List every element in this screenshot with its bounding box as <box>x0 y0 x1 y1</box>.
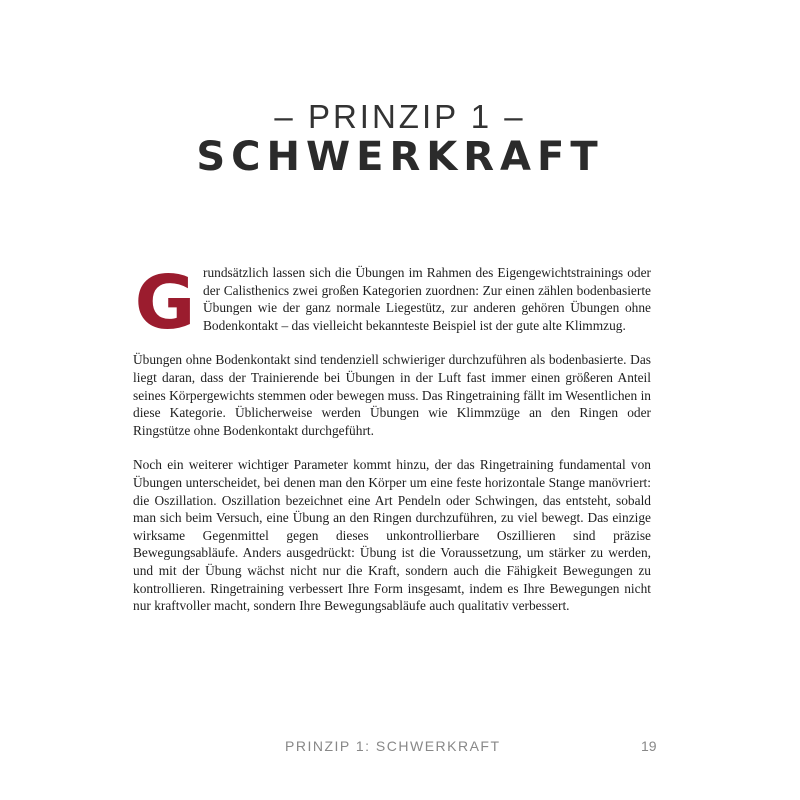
chapter-title: SCHWERKRAFT <box>196 134 604 180</box>
paragraph-1 <box>133 236 651 334</box>
body-text <box>133 236 651 632</box>
running-footer-title: PRINZIP 1: SCHWERKRAFT <box>285 738 501 754</box>
paragraph-2: Übungen ohne Bodenkontakt sind tendenziell schwieriger durchzuführen als bodenbasierte. Das liegt daran, dass der Trainierende bei Übungen in der Luft fast immer einen größeren Anteil seines Körpergewichts stemmen oder bewegen muss. Das Ringetraining fällt im Wesentlichen in diese Kategorie. Üblicherweise werden Übungen wie Klimmzüge an den Ringen oder Ringstütze ohne Bodenkontakt durchgeführt. <box>133 352 651 438</box>
page-number: 19 <box>641 738 657 754</box>
dropcap-letter: G <box>134 270 196 334</box>
chapter-kicker: – PRINZIP 1 – <box>274 98 526 135</box>
dropcap-g-icon <box>133 270 197 334</box>
paragraph-1-text: rundsätzlich lassen sich die Übungen im Rahmen des Eigengewichtstrainings oder der Calisthenics zwei großen Kategorien zuordnen: Zur einen zählen bodenbasierte Übungen wie der ganz normale Liegestütz, zur anderen gehören Übungen ohne Bodenkontakt – das vielleicht bekannteste Beispiel ist der gute alte Klimmzug. <box>203 265 651 333</box>
paragraph-3: Noch ein weiterer wichtiger Parameter kommt hinzu, der das Ringetraining fundamental von Übungen unterscheidet, bei denen man den Körper um eine feste horizontale Stange manövriert: die Oszillation. Oszillation bezeichnet eine Art Pendeln oder Schwingen, das entsteht, sobald man sich beim Versuch, eine Übung an den Ringen durchzuführen, zu viel bewegt. Das einzige wirksame Gegenmittel gegen dieses unkontrollierbare Oszillieren sind präzise Bewegungsabläufe. Anders ausgedrückt: Übung ist die Voraussetzung, um stärker zu werden, und mit der Übung wächst nicht nur die Kraft, sondern auch die Fähigkeit Bewegungen zu kontrollieren. Ringetraining verbessert Ihre Form insgesamt, indem es Ihre Bewegungen nicht nur kraftvoller macht, sondern Ihre Bewegungsabläufe auch qualitativ verbessert. <box>133 457 651 614</box>
